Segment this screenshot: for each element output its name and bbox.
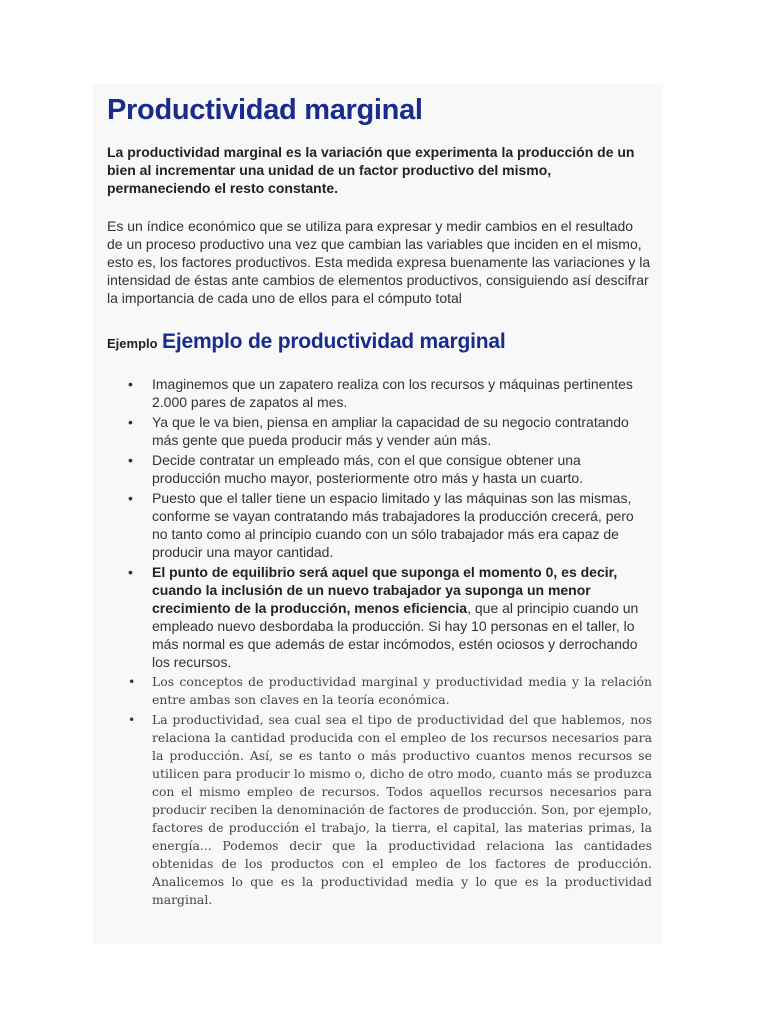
example-heading [107,327,652,359]
list-item: • Decide contratar un empleado más, con el que consigue obtener una producción mucho mayor, posteriormente otro más y hasta un cuarto. [152,451,652,487]
list-item: • Los conceptos de productividad marginal y productividad media y la relación entre ambas son claves en la teoría económica. [152,673,652,709]
list-item: • Imaginemos que un zapatero realiza con los recursos y máquinas pertinentes 2.000 pares de zapatos al mes. [152,375,652,411]
list-item [152,563,652,671]
list-item-bold-text: El punto de equilibrio será aquel que suponga el momento 0, es decir, cuando la inclusión de un nuevo trabajador ya suponga un menor crecimiento de la producción, menos eficiencia [152,564,618,616]
example-list [107,375,652,909]
list-item-text: , que al principio cuando un empleado nuevo desbordaba la producción. Si hay 10 personas en el taller, lo más normal es que además de estar incómodos, estén ociosos y derrochando los recursos. [152,600,639,670]
list-item: • Puesto que el taller tiene un espacio limitado y las máquinas son las mismas, conforme se vayan contratando más trabajadores la producción crecerá, pero no tanto como al principio cuando con un sólo trabajador más era capaz de producir una mayor cantidad. [152,489,652,561]
page-title: Productividad marginal [107,94,423,126]
list-item: • Ya que le va bien, piensa en ampliar la capacidad de su negocio contratando más gente que pueda producir más y vender aún más. [152,413,652,449]
example-title: Ejemplo de productividad marginal [162,330,506,353]
lead-paragraph: La productividad marginal es la variación que experimenta la producción de un bien al incrementar una unidad de un factor productivo del mismo, permaneciendo el resto constante. [107,144,635,196]
article [107,84,652,911]
intro-paragraph: Es un índice económico que se utiliza para expresar y medir cambios en el resultado de un proceso productivo una vez que cambian las variables que inciden en el mismo, esto es, los factores productivos. Esta medida expresa buenamente las variaciones y la intensidad de éstas ante cambios de elementos productivos, consiguiendo así descifrar la importancia de cada uno de ellos para el cómputo total [107,218,651,306]
list-item: • La productividad, sea cual sea el tipo de productividad del que hablemos, nos relaciona la cantidad producida con el empleo de los recursos necesarios para la producción. Así, se es tanto o más productivo cuantos menos recursos se utilicen para producir lo mismo o, dicho de otro modo, cuanto más se produzca con el mismo empleo de recursos. Todos aquellos recursos necesarios para producir reciben la denominación de factores de producción. Son, por ejemplo, factores de producción el trabajo, la tierra, el capital, las materias primas, la energía... Podemos decir que la productividad relaciona las cantidades obtenidas de los productos con el empleo de los factores de producción. Analicemos lo que es la productividad media y lo que es la productividad marginal. [152,711,652,909]
example-label: Ejemplo [107,336,158,351]
